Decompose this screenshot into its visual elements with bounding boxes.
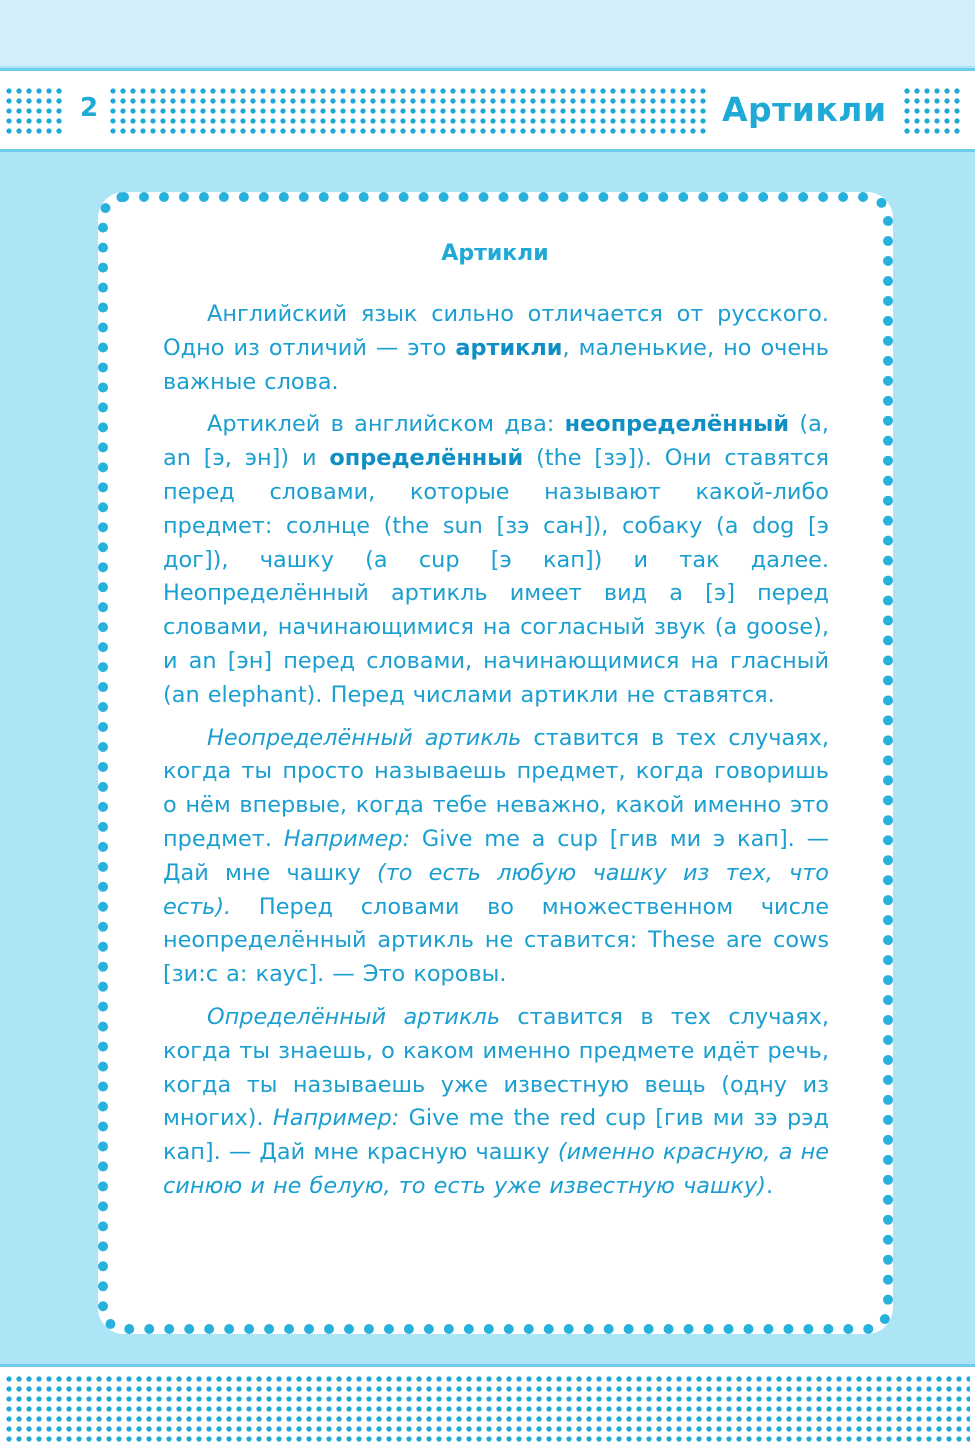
header-dots-middle	[108, 86, 710, 134]
p4-italic-2: Например:	[272, 1105, 400, 1132]
p1-text-2: , маленькие, но очень важные слова.	[163, 334, 829, 395]
paragraph-4	[163, 1001, 829, 1204]
p4-text-1: ставится в тех случаях, когда ты знаешь, о каком именно предмете идёт речь, когда ты называешь уже известную вещь (одну из многих).	[163, 1003, 829, 1132]
p3-italic-1: Неопределённый артикль	[207, 724, 522, 751]
paragraph-3	[163, 722, 829, 992]
p3-text-3: Перед словами во множественном числе неопределённый артикль не ставится: These are cows [зи:с а: каус]. — Это коровы.	[163, 893, 829, 988]
p4-italic-3: (именно красную, а не синюю и не белую, то есть уже известную чашку)	[163, 1139, 829, 1199]
p3-italic-2: Например:	[283, 825, 411, 852]
p3-text-2: Give me a cup [гив ми э кап]. — Дай мне чашку	[163, 825, 829, 886]
paragraph-1	[163, 298, 829, 399]
p2-text-1: Артиклей в английском два:	[207, 411, 565, 438]
p4-text-2: Give me the red cup [гив ми зэ рэд кап]. — Дай мне красную чашку	[163, 1105, 829, 1166]
bottom-dots	[4, 1374, 970, 1444]
p4-text-3: .	[765, 1172, 774, 1199]
header-dots-left	[4, 86, 64, 134]
paragraph-2	[163, 408, 829, 712]
section-title: Артикли	[722, 90, 887, 129]
p1-bold-1: артикли	[455, 334, 563, 361]
p3-italic-3: (то есть любую чашку из тех, что есть).	[163, 859, 830, 920]
article-text	[163, 298, 829, 1213]
card-title: Артикли	[441, 241, 549, 266]
p1-text-1: Английский язык сильно отличается от русского. Одно из отличий — это	[163, 301, 829, 361]
header-dots-right	[902, 86, 962, 134]
p2-bold-1: неопределённый	[564, 411, 790, 438]
p3-text-1: ставится в тех случаях, когда ты просто называешь предмет, когда говоришь о нём впервые, когда тебе неважно, какой именно это предмет.	[163, 724, 830, 852]
p2-text-2: (a, an [э, эн]) и	[163, 411, 829, 472]
top-band	[0, 0, 975, 66]
p2-bold-2: определённый	[329, 445, 524, 472]
p2-text-3: (the [зэ]). Они ставятся перед словами, которые называют какой-либо предмет: солнце (the sun [зэ сан]), собаку (a dog [э дог]), чашку (a cup [э кап]) и так далее. Неопределённый артикль имеет вид a [э] перед словами, начинающимися на согласный звук (a goose), и an [эн] перед словами, начинающимися на гласный (an elephant). Перед числами артикли не ставятся.	[163, 445, 829, 708]
p4-italic-1: Определённый артикль	[207, 1003, 501, 1030]
page-number: 2	[79, 93, 99, 123]
